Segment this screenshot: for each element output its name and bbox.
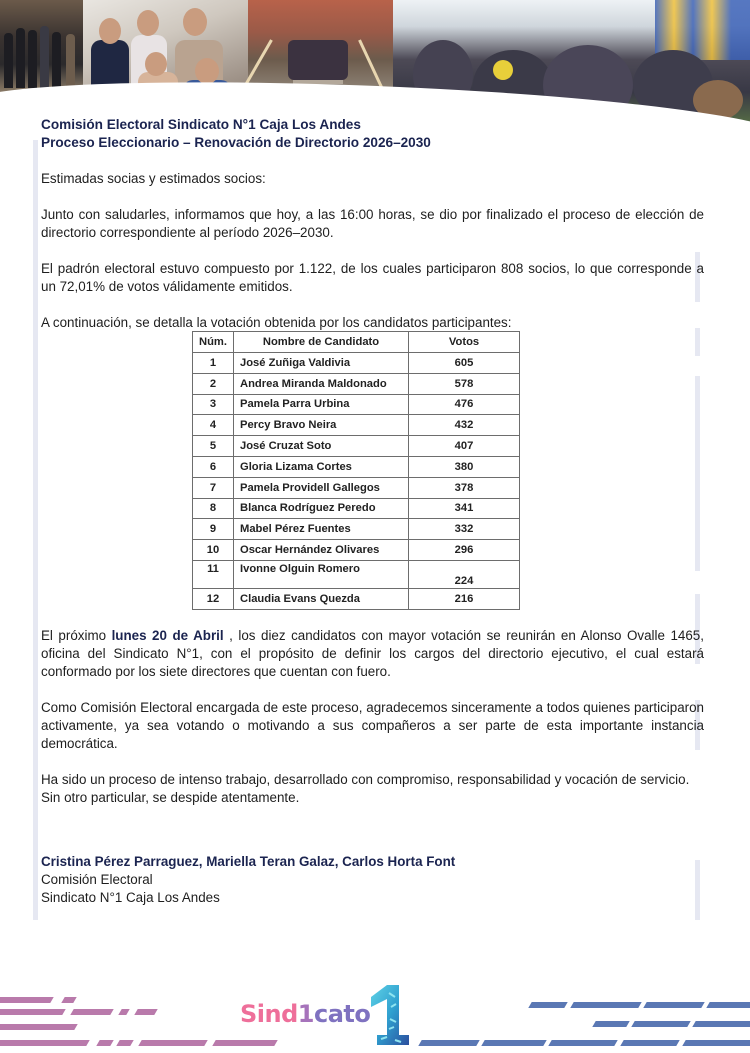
meeting-text-post: , los diez candidatos con mayor votación se reunirán en Alonso Ovalle 1465, oficina del Sindicato N°1, con el propósito de definir los cargos del directorio ejecutivo, el cual estará conformado por los siete directores que cuentan con fuero. [41, 628, 704, 679]
paragraph-thanks: Como Comisión Electoral encargada de este proceso, agradecemos sinceramente a todos quienes participaron activamente, ya sea votando o motivando a sus compañeros a ser parte de esta importante instancia democrática. [41, 700, 704, 751]
table-header-row [193, 332, 520, 353]
table-row [193, 498, 520, 519]
cell-num: 8 [193, 498, 234, 519]
header-votes: Votos [409, 332, 520, 353]
cell-votes: 216 [409, 588, 520, 609]
photo-group-office [0, 0, 83, 92]
cell-name: Pamela Parra Urbina [234, 394, 409, 415]
cell-votes: 407 [409, 436, 520, 457]
cell-num: 10 [193, 540, 234, 561]
cell-name: Blanca Rodríguez Peredo [234, 498, 409, 519]
cell-num: 12 [193, 588, 234, 609]
cell-votes: 578 [409, 373, 520, 394]
header-photo-banner [0, 0, 750, 132]
cell-name: Pamela Providell Gallegos [234, 477, 409, 498]
meeting-text-pre: El próximo [41, 628, 112, 643]
signature-block [41, 853, 455, 907]
cell-votes: 605 [409, 353, 520, 374]
cell-num: 9 [193, 519, 234, 540]
table-row [193, 373, 520, 394]
cell-name: José Cruzat Soto [234, 436, 409, 457]
cell-name: Ivonne Olguin Romero [234, 560, 409, 588]
decorative-bar-left [33, 140, 38, 920]
heading-commission: Comisión Electoral Sindicato N°1 Caja Los Andes [41, 117, 361, 132]
greeting: Estimadas socias y estimados socios: [41, 171, 266, 186]
paragraph-next-meeting [41, 627, 704, 681]
cell-votes: 476 [409, 394, 520, 415]
cell-num: 11 [193, 560, 234, 588]
table-row [193, 456, 520, 477]
cell-name: Percy Bravo Neira [234, 415, 409, 436]
logo-text-sind: Sind [240, 1000, 298, 1028]
decorative-bar-right-6 [695, 860, 700, 920]
table-row [193, 477, 520, 498]
cell-num: 1 [193, 353, 234, 374]
paragraph-results-intro: A continuación, se detalla la votación obtenida por los candidatos participantes: [41, 315, 512, 330]
cell-name: Oscar Hernández Olivares [234, 540, 409, 561]
paragraph-closing [41, 771, 704, 807]
closing-line-1: Ha sido un proceso de intenso trabajo, desarrollado con compromiso, responsabilidad y vocación de servicio. [41, 772, 690, 787]
table-row [193, 519, 520, 540]
cell-votes: 332 [409, 519, 520, 540]
cell-votes: 378 [409, 477, 520, 498]
logo-big-one-icon [365, 983, 413, 1046]
cell-name: Mabel Pérez Fuentes [234, 519, 409, 540]
cell-votes: 432 [409, 415, 520, 436]
table-row [193, 394, 520, 415]
paragraph-closing-announcement: Junto con saludarles, informamos que hoy, a las 16:00 horas, se dio por finalizado el proceso de elección de directorio correspondiente al período 2026–2030. [41, 207, 704, 240]
cell-num: 3 [193, 394, 234, 415]
cell-num: 2 [193, 373, 234, 394]
table-row [193, 353, 520, 374]
logo-text-one: 1 [297, 1000, 314, 1028]
table-row [193, 560, 520, 588]
cell-votes: 296 [409, 540, 520, 561]
cell-votes: 224 [409, 560, 520, 588]
cell-name: Claudia Evans Quezda [234, 588, 409, 609]
signatory-organization: Sindicato N°1 Caja Los Andes [41, 890, 220, 905]
paragraph-turnout: El padrón electoral estuvo compuesto por 1.122, de los cuales participaron 808 socios, lo que corresponde a un 72,01% de votos válidamente emitidos. [41, 261, 704, 294]
closing-line-2: Sin otro particular, se despide atentamente. [41, 790, 300, 805]
meeting-date: lunes 20 de Abril [111, 628, 224, 643]
table-row [193, 436, 520, 457]
signatory-names: Cristina Pérez Parraguez, Mariella Teran Galaz, Carlos Horta Font [41, 854, 456, 869]
table-row [193, 588, 520, 609]
header-num: Núm. [193, 332, 234, 353]
cell-num: 7 [193, 477, 234, 498]
cell-votes: 341 [409, 498, 520, 519]
header-name: Nombre de Candidato [234, 332, 409, 353]
cell-name: José Zuñiga Valdivia [234, 353, 409, 374]
cell-num: 6 [193, 456, 234, 477]
table-row [193, 415, 520, 436]
logo-text-cato: cato [313, 1000, 371, 1028]
cell-num: 5 [193, 436, 234, 457]
cell-votes: 380 [409, 456, 520, 477]
table-row [193, 540, 520, 561]
cell-name: Andrea Miranda Maldonado [234, 373, 409, 394]
heading-process: Proceso Eleccionario – Renovación de Directorio 2026–2030 [41, 135, 431, 150]
results-table [192, 331, 520, 610]
signatory-role: Comisión Electoral [41, 872, 153, 887]
sindicato-logo [240, 1000, 370, 1028]
cell-name: Gloria Lizama Cortes [234, 456, 409, 477]
cell-num: 4 [193, 415, 234, 436]
